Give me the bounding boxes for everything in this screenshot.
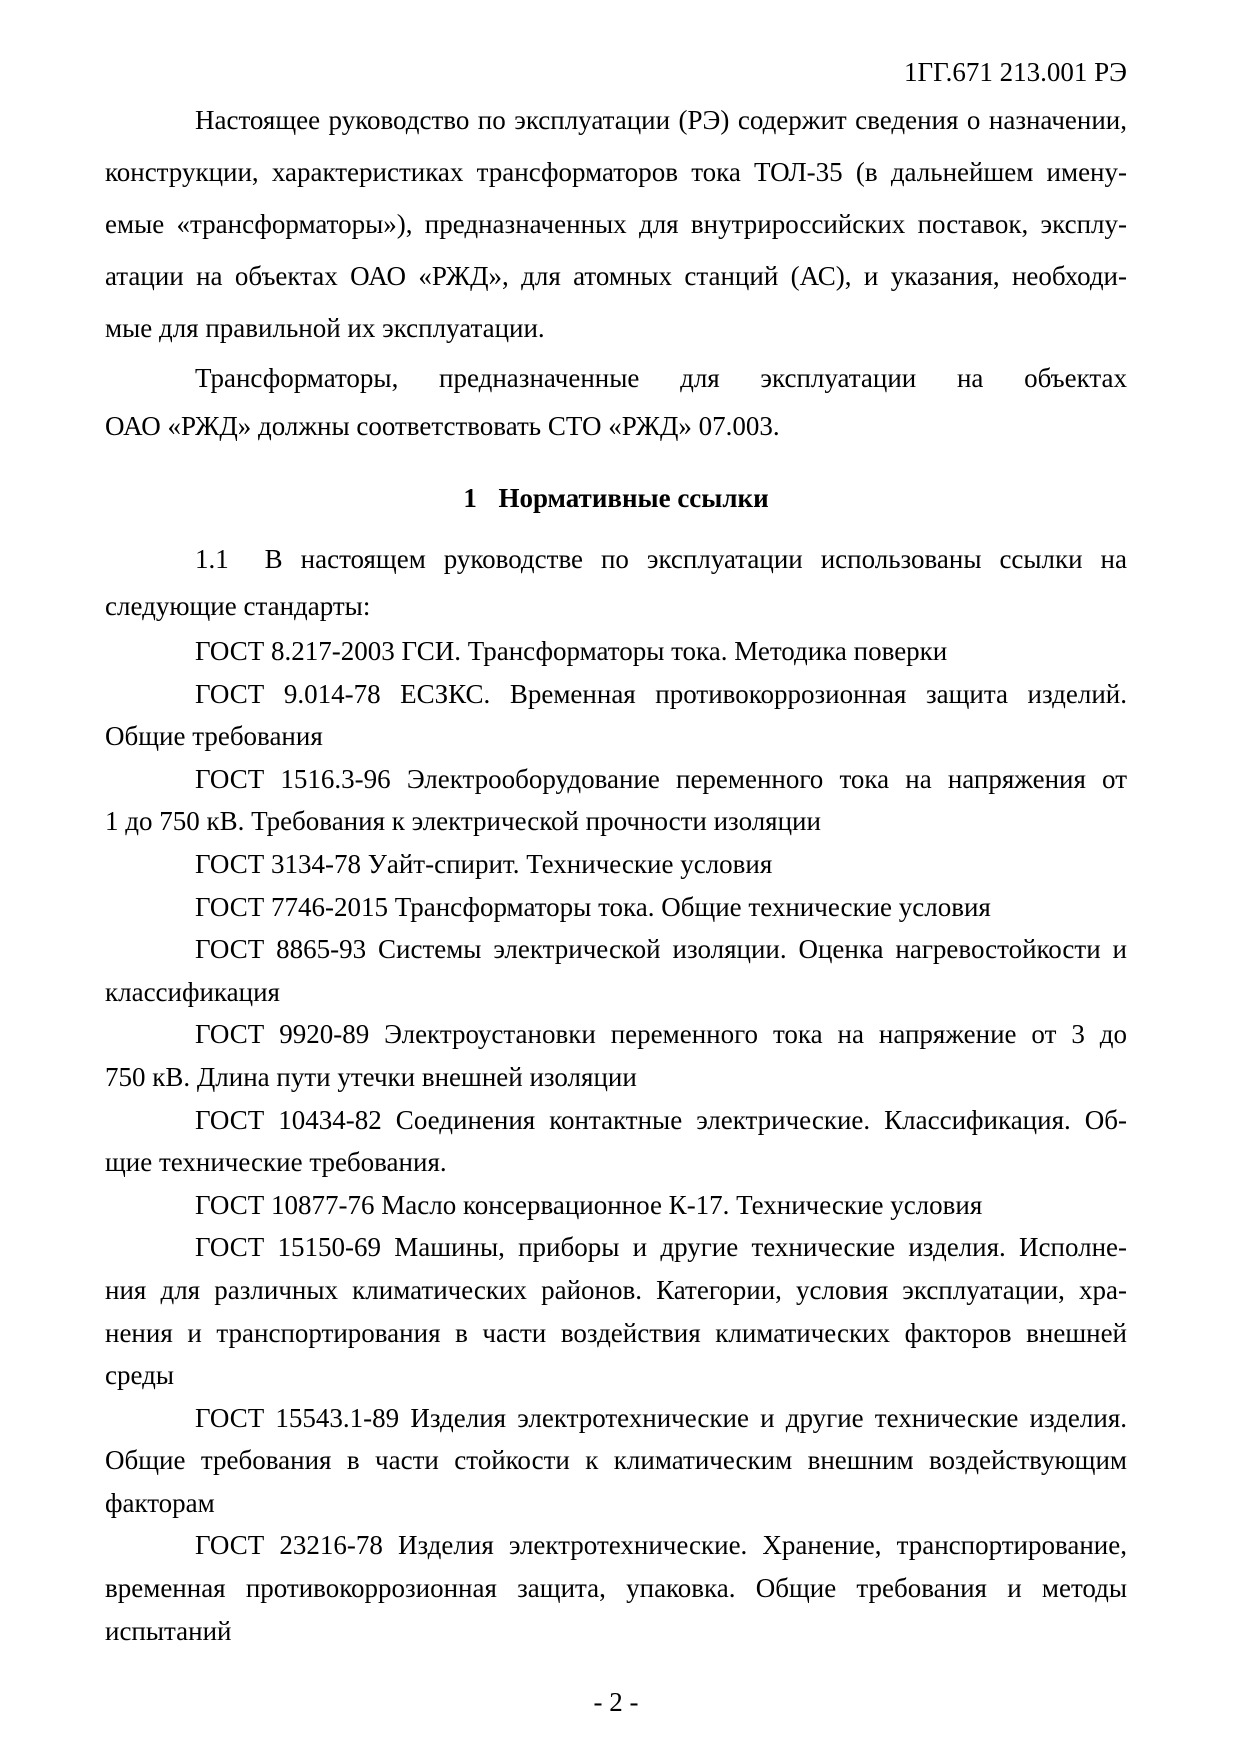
text-line: мые для правильной их эксплуатации. bbox=[105, 313, 545, 343]
text-line: ния для различных климатических районов. Категории, условия эксплуатации, хра- bbox=[105, 1274, 1127, 1305]
text-line: ГОСТ 15543.1-89 Изделия электротехнические и другие технические изделия. bbox=[195, 1402, 1127, 1433]
text-line: ГОСТ 9.014-78 ЕСЗКС. Временная противокоррозионная защита изделий. bbox=[195, 678, 1127, 709]
standards-list bbox=[105, 630, 1127, 1652]
text-line: емые «трансформаторы»), предназначенных для внутрироссийских поставок, эксплу- bbox=[105, 209, 1127, 239]
text-line: 1.1 В настоящем руководстве по эксплуатации использованы ссылки на bbox=[195, 544, 1127, 574]
text-line: 750 кВ. Длина пути утечки внешней изоляции bbox=[105, 1061, 637, 1092]
standard-entry-gost-155431 bbox=[105, 1397, 1127, 1525]
text-line: нения и транспортирования в части воздействия климатических факторов внешней bbox=[105, 1317, 1127, 1348]
page-content bbox=[105, 56, 1127, 1652]
standard-entry-gost-10877 bbox=[105, 1184, 1127, 1227]
intro-paragraph-2 bbox=[105, 354, 1127, 450]
text-line: среды bbox=[105, 1360, 174, 1391]
text-line: ГОСТ 3134-78 Уайт-спирит. Технические условия bbox=[195, 848, 773, 879]
text-line: ГОСТ 7746-2015 Трансформаторы тока. Общие технические условия bbox=[195, 891, 991, 922]
text-line: ГОСТ 8865-93 Системы электрической изоляции. Оценка нагревостойкости и bbox=[195, 934, 1127, 965]
text-line: ГОСТ 15150-69 Машины, приборы и другие технические изделия. Исполне- bbox=[195, 1232, 1127, 1263]
text-line: ГОСТ 9920-89 Электроустановки переменного тока на напряжение от 3 до bbox=[195, 1019, 1127, 1050]
section-heading bbox=[105, 476, 1127, 520]
standard-entry-gost-15150 bbox=[105, 1226, 1127, 1396]
text-line: ГОСТ 10877-76 Масло консервационное К-17. Технические условия bbox=[195, 1189, 983, 1220]
clause-1-1 bbox=[105, 536, 1127, 630]
text-line: испытаний bbox=[105, 1615, 232, 1646]
intro-paragraph-1 bbox=[105, 94, 1127, 354]
text-line: Трансформаторы, предназначенные для эксплуатации на объектах bbox=[195, 363, 1127, 393]
text-line: ГОСТ 8.217-2003 ГСИ. Трансформаторы тока. Методика поверки bbox=[195, 636, 948, 666]
text-line: ГОСТ 23216-78 Изделия электротехнические. Хранение, транспортирование, bbox=[195, 1530, 1127, 1561]
text-line: ОАО «РЖД» должны соответствовать СТО «РЖД» 07.003. bbox=[105, 411, 780, 441]
doc-code: 1ГГ.671 213.001 РЭ bbox=[903, 57, 1127, 87]
standard-entry-gost-9920 bbox=[105, 1013, 1127, 1098]
text-line: Настоящее руководство по эксплуатации (РЭ) содержит сведения о назначении, bbox=[195, 105, 1127, 135]
section-heading-title: Нормативные ссылки bbox=[498, 483, 769, 513]
standard-entry-gost-8217 bbox=[105, 630, 1127, 673]
text-line: временная противокоррозионная защита, упаковка. Общие требования и методы bbox=[105, 1573, 1127, 1604]
standard-entry-gost-3134 bbox=[105, 843, 1127, 886]
text-line: 1 до 750 кВ. Требования к электрической прочности изоляции bbox=[105, 806, 821, 837]
standard-entry-gost-10434 bbox=[105, 1099, 1127, 1184]
text-line: конструкции, характеристиках трансформаторов тока ТОЛ-35 (в дальнейшем имену- bbox=[105, 157, 1127, 187]
text-line: ГОСТ 10434-82 Соединения контактные электрические. Классификация. Об- bbox=[195, 1104, 1127, 1135]
page-number: - 2 - bbox=[593, 1687, 639, 1717]
text-line: атации на объектах ОАО «РЖД», для атомных станций (АС), и указания, необходи- bbox=[105, 261, 1127, 291]
standard-entry-gost-9014 bbox=[105, 673, 1127, 758]
text-line: Общие требования в части стойкости к климатическим внешним воздействующим bbox=[105, 1445, 1127, 1476]
text-line: факторам bbox=[105, 1487, 215, 1518]
standard-entry-gost-23216 bbox=[105, 1524, 1127, 1652]
text-line: щие технические требования. bbox=[105, 1147, 447, 1178]
standard-entry-gost-8865 bbox=[105, 928, 1127, 1013]
standard-entry-gost-15163 bbox=[105, 758, 1127, 843]
text-line: следующие стандарты: bbox=[105, 591, 371, 621]
text-line: Общие требования bbox=[105, 721, 323, 752]
text-line: классификация bbox=[105, 976, 280, 1007]
standard-entry-gost-7746 bbox=[105, 886, 1127, 929]
text-line: ГОСТ 1516.3-96 Электрооборудование переменного тока на напряжения от bbox=[195, 763, 1127, 794]
section-heading-number: 1 bbox=[463, 483, 477, 513]
